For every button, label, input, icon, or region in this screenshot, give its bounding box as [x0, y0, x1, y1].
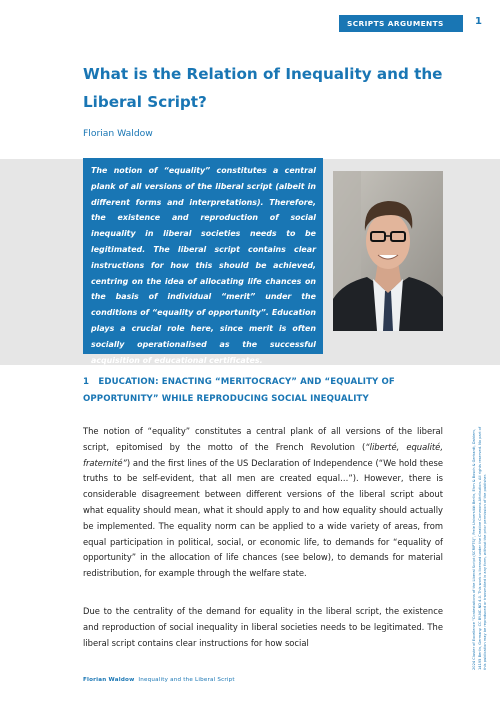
page-title: What is the Relation of Inequality and the Liberal Script?	[83, 65, 443, 111]
author-photo	[333, 171, 443, 331]
author-portrait-image	[333, 171, 443, 331]
footer-author: Florian Waldow	[83, 677, 135, 683]
section-title: EDUCATION: ENACTING “MERITOCRACY” AND “EQUALITY OF OPPORTUNITY” WHILE REPRODUCING SOCIAL INEQUALITY	[83, 377, 395, 404]
side-copyright-note	[430, 420, 488, 670]
paragraph-1-before: The notion of “equality” constitutes a central plank of all versions of the liberal script, epitomised by the motto of the French Revolution (	[83, 426, 443, 452]
body-paragraph-1	[83, 424, 443, 582]
section-label: SCRIPTS ARGUMENTS	[347, 19, 444, 28]
section-number: 1	[83, 377, 90, 387]
paragraph-1-after: ) and the first lines of the US Declaration of Independence (“We hold these truths to be self-evident, that all men are created equal…”). However, there is considerable disagreement between different versions of the liberal script about what equality should mean, what it should apply to and how equality should actually be implemented. The equality norm can be applied to a wide variety of areas, from equal participation in political, social, or economic life, to demands for “equality of opportunity” in the allocation of life chances (see below), to demands for material redistribution, for example through the welfare state.	[83, 457, 443, 579]
section-label-bar	[339, 15, 463, 32]
abstract-box: The notion of “equality” constitutes a central plank of all versions of the liberal script (albeit in different forms and interpretations). Therefore, the existence and reproduction of social inequality in liberal societies needs to be legitimated. The liberal script contains clear instructions for how this should be achieved, centring on the idea of allocating life chances on the basis of individual “merit” under the conditions of “equality of opportunity”. Education plays a crucial role here, since merit is often socially operationalised as the successful acquisition of educational certificates.	[83, 158, 323, 354]
footer-title: Inequality and the Liberal Script	[138, 677, 235, 683]
body-paragraph-2: Due to the centrality of the demand for equality in the liberal script, the existence and reproduction of social inequality in liberal societies needs to be legitimated. The liberal script contains clear instructions for how social	[83, 606, 443, 648]
author-name: Florian Waldow	[83, 128, 153, 139]
paragraph-1-motto: “liberté, equalité, fraternité”	[83, 441, 443, 468]
side-note-text: 2024 Cluster of Excellence “Contestations of the Liberal Script (SCRIPTS)”, Freie Universität Berlin, Ehm & Bosch & Gerhardt, Dahlem, 14195 Berlin, Germany. CC BY-NC-ND 4.0. This work is licensed under the Creative Commons Attribution. All rights reserved. No part of this publication may be reproduced or transmitted in any form, without the prior permission of the publisher.	[472, 426, 488, 670]
section-heading	[83, 374, 403, 408]
footer	[83, 677, 235, 683]
page-number: 1	[475, 16, 482, 27]
